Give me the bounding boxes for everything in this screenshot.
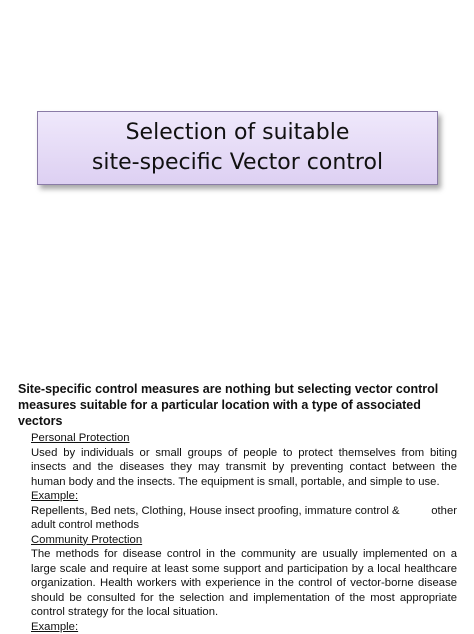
- content-body: [31, 431, 457, 634]
- personal-protection-heading: Personal Protection: [31, 431, 457, 446]
- example-text-left: Repellents, Bed nets, Clothing, House insect proofing, immature control &: [31, 504, 400, 519]
- personal-protection-example-line-1: [31, 504, 457, 519]
- community-protection-body: The methods for disease control in the community are usually implemented on a large scale and require at least some support and participation by a local healthcare organization. Health workers with experience in the control of vector-borne disease should be consulted for the selection and implementation of the most appropriate control strategy for the local situation.: [31, 547, 457, 620]
- slide-title-line-1: Selection of suitable: [38, 118, 437, 148]
- slide-title-line-2: site-specific Vector control: [38, 148, 437, 178]
- community-protection-heading: Community Protection: [31, 533, 457, 548]
- community-protection-example-label: Example:: [31, 620, 457, 634]
- example-text-right: other: [431, 504, 457, 519]
- title-box: [37, 111, 438, 185]
- personal-protection-example-label: Example:: [31, 489, 457, 504]
- personal-protection-example-line-2: adult control methods: [31, 518, 457, 533]
- intro-paragraph: Site-specific control measures are nothing but selecting vector control measures suitable for a particular location with a type of associated vectors: [18, 381, 458, 429]
- personal-protection-body: Used by individuals or small groups of people to protect themselves from biting insects and the diseases they may transmit by preventing contact between the human body and the insects. The equipment is small, portable, and simple to use.: [31, 446, 457, 490]
